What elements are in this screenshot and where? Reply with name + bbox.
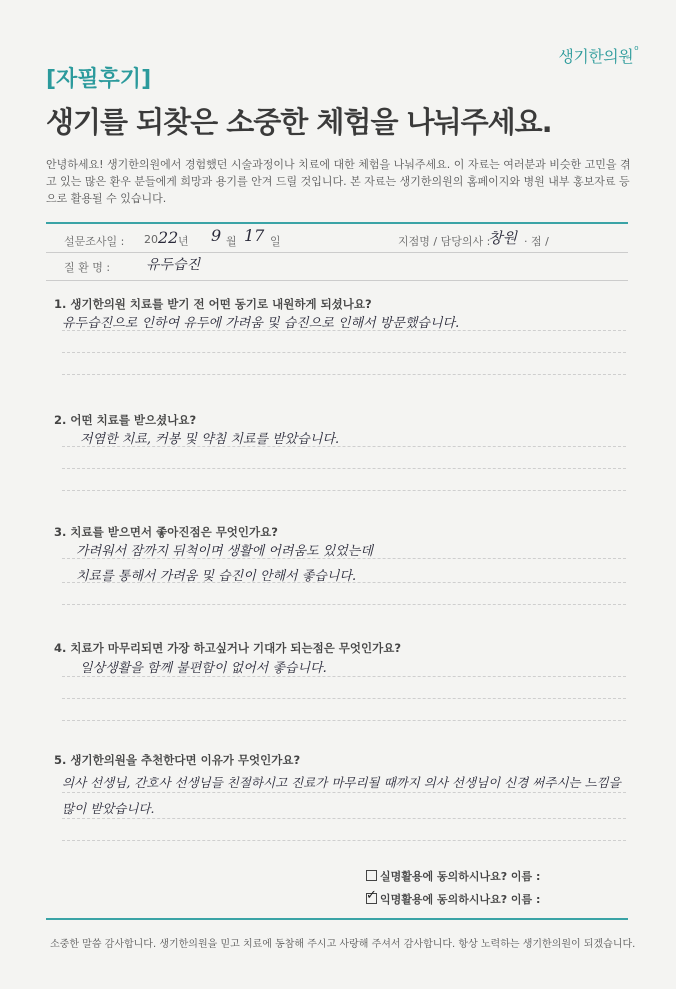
- question-3: 3. 치료를 받으면서 좋아진점은 무엇인가요?: [54, 525, 278, 539]
- answer-line: [62, 558, 626, 559]
- month-value: 9: [211, 226, 222, 245]
- answer-line: [62, 352, 626, 353]
- question-5: 5. 생기한의원을 추천한다면 이유가 무엇인가요?: [54, 753, 301, 767]
- consent-anonymous[interactable]: ✓익명활용에 동의하시나요? 이름 :: [366, 891, 540, 907]
- clinic-logo: 생기한의원$^o$: [558, 44, 638, 66]
- footer-border: [46, 918, 628, 920]
- answer-line: [62, 698, 626, 699]
- intro-text: 안녕하세요! 생기한의원에서 경험했던 시술과정이나 치료에 대한 체험을 나눠주세요. 이 자료는 여러분과 비슷한 고민을 겪고 있는 많은 환우 분들에게 희망과 용기를 안겨 드릴 것입니다. 본 자료는 생기한의원의 홈페이지와 병원 내부 홍보자료 등으로 활용될 수 있습니다.: [46, 158, 631, 205]
- question-1: 1. 생기한의원 치료를 받기 전 어떤 동기로 내원하게 되셨나요?: [54, 297, 372, 311]
- answer-line: [62, 676, 626, 677]
- form-top-border: [46, 222, 628, 224]
- question-4: 4. 치료가 마무리되면 가장 하고싶거나 기대가 되는점은 무엇인가요?: [54, 641, 402, 655]
- answer-line: [62, 840, 626, 841]
- answer-line: [62, 374, 626, 375]
- date-label: 설문조사일 :: [64, 235, 125, 248]
- answer-3-line-2: 치료를 통해서 가려움 및 습진이 안해서 좋습니다.: [76, 569, 357, 584]
- question-2: 2. 어떤 치료를 받으셨나요?: [54, 413, 197, 427]
- branch-suffix: · 점 /: [524, 235, 549, 248]
- disease-label: 질 환 명 :: [64, 261, 111, 274]
- page-title: 생기를 되찾은 소중한 체험을 나눠주세요.: [46, 105, 552, 139]
- page-tag: [자필후기]: [46, 67, 152, 92]
- answer-line: [62, 468, 626, 469]
- branch-label: 지점명 / 담당의사 :: [398, 235, 491, 248]
- consent-real-name[interactable]: 실명활용에 동의하시나요? 이름 :: [366, 868, 540, 884]
- day-unit: 일: [270, 235, 281, 248]
- checkbox-real-name[interactable]: [366, 870, 377, 881]
- year-prefix: 20: [144, 233, 158, 246]
- answer-line: [62, 792, 626, 793]
- answer-line: [62, 582, 626, 583]
- form-bottom-border: [46, 280, 628, 281]
- branch-value: 창원: [488, 229, 517, 247]
- month-unit: 월: [226, 235, 237, 248]
- answer-4-line-1: 일상생활을 함께 불편함이 없어서 좋습니다.: [80, 661, 327, 676]
- answer-1-line-1: 유두습진으로 인하여 유두에 가려움 및 습진으로 인해서 방문했습니다.: [62, 316, 460, 331]
- answer-line: [62, 720, 626, 721]
- footer-text: 소중한 말씀 감사합니다. 생기한의원을 믿고 치료에 동참해 주시고 사랑해 주셔서 감사합니다. 항상 노력하는 생기한의원이 되겠습니다.: [50, 939, 636, 950]
- day-value: 17: [244, 226, 265, 245]
- answer-2-line-1: 저염한 치료, 커봉 및 약침 치료를 받았습니다.: [80, 432, 340, 447]
- form-divider: [46, 252, 628, 253]
- answer-line: [62, 490, 626, 491]
- disease-value: 유두습진: [146, 257, 201, 273]
- answer-5-text: 의사 선생님, 간호사 선생님들 친절하시고 진료가 마무리될 때까지 의사 선생님이 신경 써주시는 느낌을 많이 받았습니다.: [62, 775, 621, 816]
- answer-line: [62, 604, 626, 605]
- answer-3-line-1: 가려워서 잠까지 뒤척이며 생활에 어려움도 있었는데: [76, 544, 373, 559]
- year-value: 22: [158, 228, 179, 247]
- answer-line: [62, 330, 626, 331]
- answer-line: [62, 446, 626, 447]
- year-unit: 년: [178, 235, 189, 248]
- checkbox-anonymous[interactable]: [366, 893, 377, 904]
- answer-line: [62, 818, 626, 819]
